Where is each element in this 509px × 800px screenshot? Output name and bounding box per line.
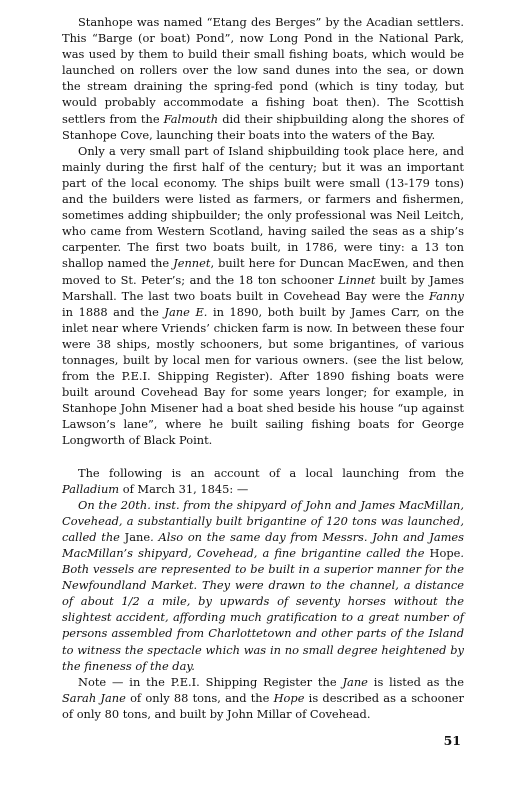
paragraph-stanhope-naming: [62, 14, 464, 143]
text-run: The following is an account of a local launching from the: [78, 465, 464, 480]
ship-name-hope: Hope: [429, 546, 461, 560]
text-run: . Both vessels are represented to be built in a superior manner for the Newfoundland Market. They were drawn to the channel, a distance of about 1/2 a mile, by upwards of seventy horses without the slightest accident, affording much gratification to a great number of persons assembled from Charlottetown and other parts of the Island to witness the spectacle which was in no small degree heightened by the fineness of the day.: [62, 546, 464, 673]
ship-name-jennet: Jennet: [173, 256, 211, 271]
newspaper-name-palladium: Palladium: [62, 481, 120, 496]
text-run: Stanhope was named “Etang des Berges” by the Acadian settlers. This “Barge (or boat) Pond”, now Long Pond in the National Park, was used by them to build their small fishing boats, which would be launched on rollers over the low sand dunes into the sea, or down the stream draining the spring-fed pond (which is tiny today, but would probably accommodate a fishing boat then). The Scottish settlers from the: [62, 15, 464, 126]
ship-name-jane-e: Jane E.: [164, 304, 208, 319]
paragraph-spacer: [62, 449, 464, 465]
quoted-launching-account: [62, 497, 464, 674]
ship-name-hope: Hope: [273, 690, 305, 705]
paragraph-note: [62, 674, 464, 722]
text-run: Only a very small part of Island shipbuilding took place here, and mainly during the first half of the century; but it was an important part of the local economy. The ships built were small (13-179 tons) and the builders were listed as farmers, or farmers and fishermen, sometimes adding shipbuilder; the only professional was Neil Leitch, who came from Western Scotland, having sailed the seas as a ship’s carpenter. The first two boats built, in 1786, were tiny: a 13 ton shallop named the: [62, 143, 464, 271]
paragraph-launching-intro: [62, 465, 464, 497]
paragraph-shipbuilding: [62, 143, 464, 449]
ship-name-falmouth: Falmouth: [163, 111, 219, 126]
text-run: in 1890, both built by James Carr, on the inlet near where Vriends’ chicken farm is now. In between these four were 38 ships, mostly schooners, but some brigantines, of various tonnages, built by local men for various owners. (see the list below, from the P.E.I. Shipping Register). After 1890 fishing boats were built around Covehead Bay for some years longer; for example, in Stanhope John Misener had a boat shed beside his house “up against Lawson’s lane”, where he built sailing fishing boats for George Longworth of Black Point.: [62, 304, 464, 448]
text-run: On the 20th. inst. from the shipyard of John and James MacMillan, Covehead, a substantially built brigantine of 120 tons was launched, called the: [62, 497, 464, 544]
ship-name-sarah-jane: Sarah Jane: [62, 690, 126, 705]
text-run: of only 88 tons, and the: [125, 690, 274, 705]
ship-name-linnet: Linnet: [338, 272, 376, 287]
page-body: [62, 14, 464, 722]
text-run: in 1888 and the: [62, 304, 165, 319]
page-number: 51: [443, 733, 461, 748]
text-run: is described as a schooner of only 80 tons, and built by John Millar of Covehead.: [62, 690, 464, 721]
ship-name-jane: Jane: [342, 674, 368, 689]
text-run: , built here for Duncan MacEwen, and then moved to St. Peter’s; and the 18 ton schooner: [62, 256, 464, 287]
text-run: . Also on the same day from Messrs. John and James MacMillan’s shipyard, Covehead, a fine brigantine called the: [62, 529, 465, 560]
text-run: built by James Marshall. The last two boats built in Covehead Bay were the: [62, 272, 465, 303]
ship-name-jane: Jane: [124, 529, 151, 544]
ship-name-fanny: Fanny: [428, 288, 464, 303]
text-run: Note — in the P.E.I. Shipping Register the: [78, 674, 343, 689]
text-run: is listed as the: [367, 674, 464, 689]
text-run: did their shipbuilding along the shores of Stanhope Cove, launching their boats into the waters of the Bay.: [62, 111, 464, 142]
text-run: of March 31, 1845: —: [119, 481, 249, 496]
